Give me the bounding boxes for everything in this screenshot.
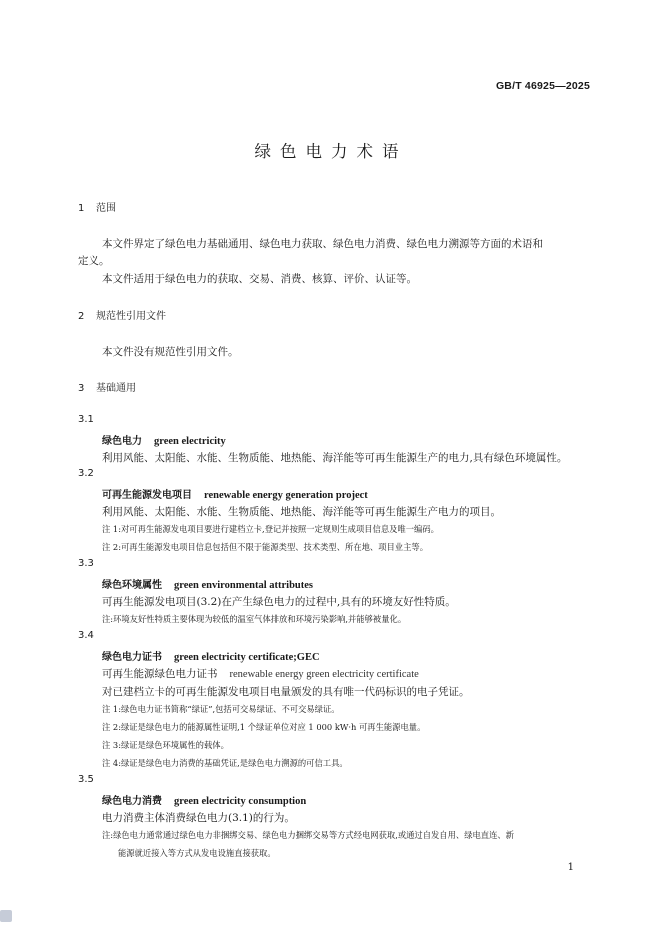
term-entry — [102, 648, 320, 663]
section-number: 3 — [78, 383, 85, 394]
term-entry — [102, 792, 306, 807]
note-continuation: 能源就近接入等方式从发电设施直接获取。 — [118, 848, 276, 858]
publisher-logo-icon — [0, 910, 12, 922]
section-title: 规范性引用文件 — [96, 311, 166, 322]
term-zh: 绿色电力 — [102, 436, 142, 447]
term-zh: 绿色电力证书 — [102, 652, 162, 663]
note: 注 1:对可再生能源发电项目要进行建档立卡,登记并按照一定规则生成项目信息及唯一编码。 — [102, 524, 439, 534]
section-title: 基础通用 — [96, 383, 136, 394]
note: 注:环境友好性特质主要体现为较低的温室气体排放和环境污染影响,并能够被量化。 — [102, 614, 407, 624]
admitted-term-en: renewable energy green electricity certificate — [229, 669, 419, 680]
clause-number: 3.2 — [78, 468, 94, 479]
note: 注 4:绿证是绿色电力消费的基础凭证,是绿色电力溯源的可信工具。 — [102, 758, 348, 768]
paragraph: 本文件界定了绿色电力基础通用、绿色电力获取、绿色电力消费、绿色电力溯源等方面的术语和 — [102, 238, 543, 250]
paragraph-continuation: 定义。 — [78, 255, 110, 267]
clause-number: 3.5 — [78, 774, 94, 785]
paragraph: 本文件没有规范性引用文件。 — [102, 346, 239, 358]
admitted-term — [102, 666, 419, 681]
term-entry — [102, 486, 368, 501]
page-title: 绿色电力术语 — [254, 142, 408, 161]
section-number: 2 — [78, 311, 85, 322]
term-en: green electricity certificate;GEC — [174, 652, 320, 663]
term-en: renewable energy generation project — [204, 490, 368, 501]
term-entry — [102, 432, 226, 447]
note: 注 2:绿证是绿色电力的能源属性证明,1 个绿证单位对应 1 000 kW·h 可再生能源电量。 — [102, 722, 426, 732]
term-definition: 可再生能源发电项目(3.2)在产生绿色电力的过程中,具有的环境友好性特质。 — [102, 596, 456, 608]
standard-number: GB/T 46925—2025 — [495, 80, 590, 92]
term-zh: 可再生能源发电项目 — [102, 490, 192, 501]
clause-number: 3.3 — [78, 558, 94, 569]
paragraph: 本文件适用于绿色电力的获取、交易、消费、核算、评价、认证等。 — [102, 273, 417, 285]
section-2-heading — [78, 307, 166, 322]
note: 注:绿色电力通常通过绿色电力非捆绑交易、绿色电力捆绑交易等方式经电网获取,或通过自发自用、绿电直连、新 — [102, 830, 514, 840]
term-zh: 绿色环境属性 — [102, 580, 162, 591]
section-3-heading — [78, 379, 136, 394]
clause-number: 3.4 — [78, 630, 94, 641]
section-number: 1 — [78, 203, 85, 214]
page-number: 1 — [567, 862, 574, 873]
note: 注 1:绿色电力证书简称“绿证”,包括可交易绿证、不可交易绿证。 — [102, 704, 340, 714]
term-entry — [102, 576, 313, 591]
clause-number: 3.1 — [78, 414, 94, 425]
section-1-heading — [78, 199, 116, 214]
term-definition: 电力消费主体消费绿色电力(3.1)的行为。 — [102, 812, 295, 824]
term-zh: 绿色电力消费 — [102, 796, 162, 807]
term-en: green environmental attributes — [174, 580, 314, 591]
term-en: green electricity — [154, 436, 226, 447]
section-title: 范围 — [96, 203, 116, 214]
term-definition: 对已建档立卡的可再生能源发电项目电量颁发的具有唯一代码标识的电子凭证。 — [102, 686, 470, 698]
term-definition: 利用风能、太阳能、水能、生物质能、地热能、海洋能等可再生能源生产电力的项目。 — [102, 506, 501, 518]
term-definition: 利用风能、太阳能、水能、生物质能、地热能、海洋能等可再生能源生产的电力,具有绿色环境属性。 — [102, 452, 568, 464]
note: 注 2:可再生能源发电项目信息包括但不限于能源类型、技术类型、所在地、项目业主等。 — [102, 542, 428, 552]
note: 注 3:绿证是绿色环境属性的载体。 — [102, 740, 229, 750]
admitted-term-zh: 可再生能源绿色电力证书 — [102, 668, 218, 680]
term-en: green electricity consumption — [174, 796, 307, 807]
